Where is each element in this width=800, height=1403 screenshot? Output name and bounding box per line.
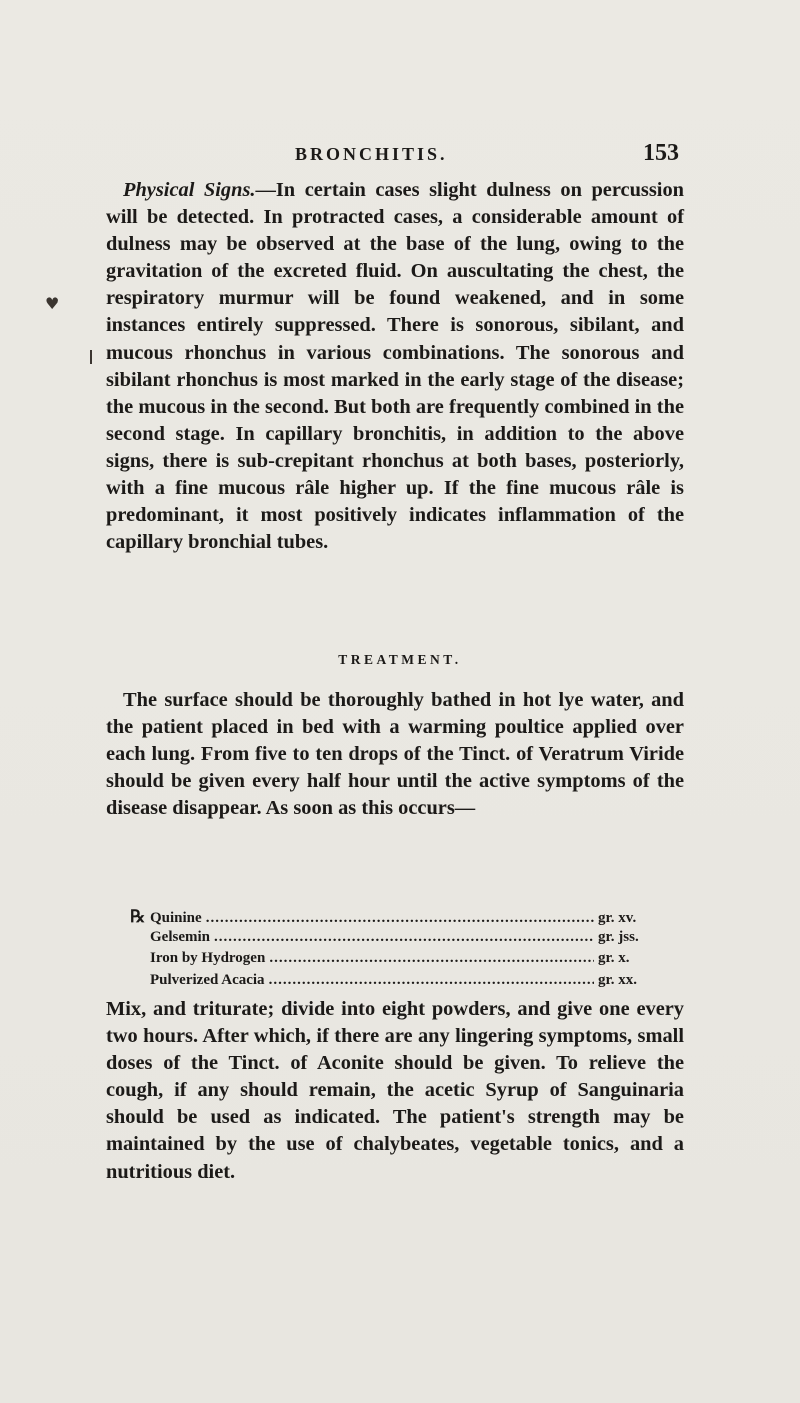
prescription-row [130,950,670,972]
ingredient-name: Pulverized Acacia [150,971,265,988]
prescription-row [130,972,670,994]
running-title: BRONCHITIS. [295,144,448,164]
physical-signs-paragraph [106,177,684,556]
ingredient-dose: gr. x. [598,950,630,966]
ingredient-dose: gr. xv. [598,910,637,926]
recipe-symbol: ℞ [130,907,146,926]
leader-dots [214,929,594,946]
ingredient-dose: gr. jss. [598,928,639,945]
running-head [105,140,679,172]
treatment-intro-paragraph: The surface should be thoroughly bathed in hot lye water, and the patient placed in bed with a warming poultice applied over each lung. From five to ten drops of the Tinct. of Veratrum Viride should be given every half hour until the active symptoms of the disease disappear. As soon as this occurs— [106,689,684,820]
prescription-row [130,929,670,951]
ingredient-dose: gr. xx. [598,971,638,988]
treatment-closing-paragraph: Mix, and triturate; divide into eight powders, and give one every two hours. After which, if there are any lingering symptoms, small doses of the Tinct. of Aconite should be given. To relieve the cough, if any should remain, the acetic Syrup of Sanguinaria should be used as indicated. The patient's strength may be maintained by the use of chalybeates, vegetable tonics, and a nutritious diet. [106,998,684,1183]
leader-dots [206,910,594,927]
leader-dots [269,972,594,989]
ingredient-name: Gelsemin [150,928,210,945]
ingredient-name: Quinine [150,910,202,926]
margin-ink-mark: ♥ [45,294,60,313]
leader-dots [269,950,594,967]
ingredient-name: Iron by Hydrogen [150,950,266,966]
prescription-list [130,907,670,993]
treatment-heading: TREATMENT. [338,652,462,667]
prescription-row [130,907,670,929]
margin-tick-mark [90,350,92,364]
physical-signs-lead: Physical Signs. [123,179,256,201]
physical-signs-text: —In certain cases slight dulness on percussion will be detected. In protracted cases, a considerable amount of dulness may be observed at the base of the lung, owing to the gravitation of the excreted fluid. On auscultating the chest, the respiratory murmur will be found weakened, and in some instances entirely suppressed. There is sonorous, sibilant, and mucous rhonchus in various combinations. The sonorous and sibilant rhonchus is most marked in the early stage of the disease; the mucous in the second. But both are frequently combined in the second stage. In capillary bronchitis, in addition to the above signs, there is sub-crepitant rhonchus at both bases, posteriorly, with a fine mucous râle higher up. If the fine mucous râle is predominant, it most positively indicates inflammation of the capillary bronchial tubes. [106,179,684,554]
page-number: 153 [643,140,679,166]
